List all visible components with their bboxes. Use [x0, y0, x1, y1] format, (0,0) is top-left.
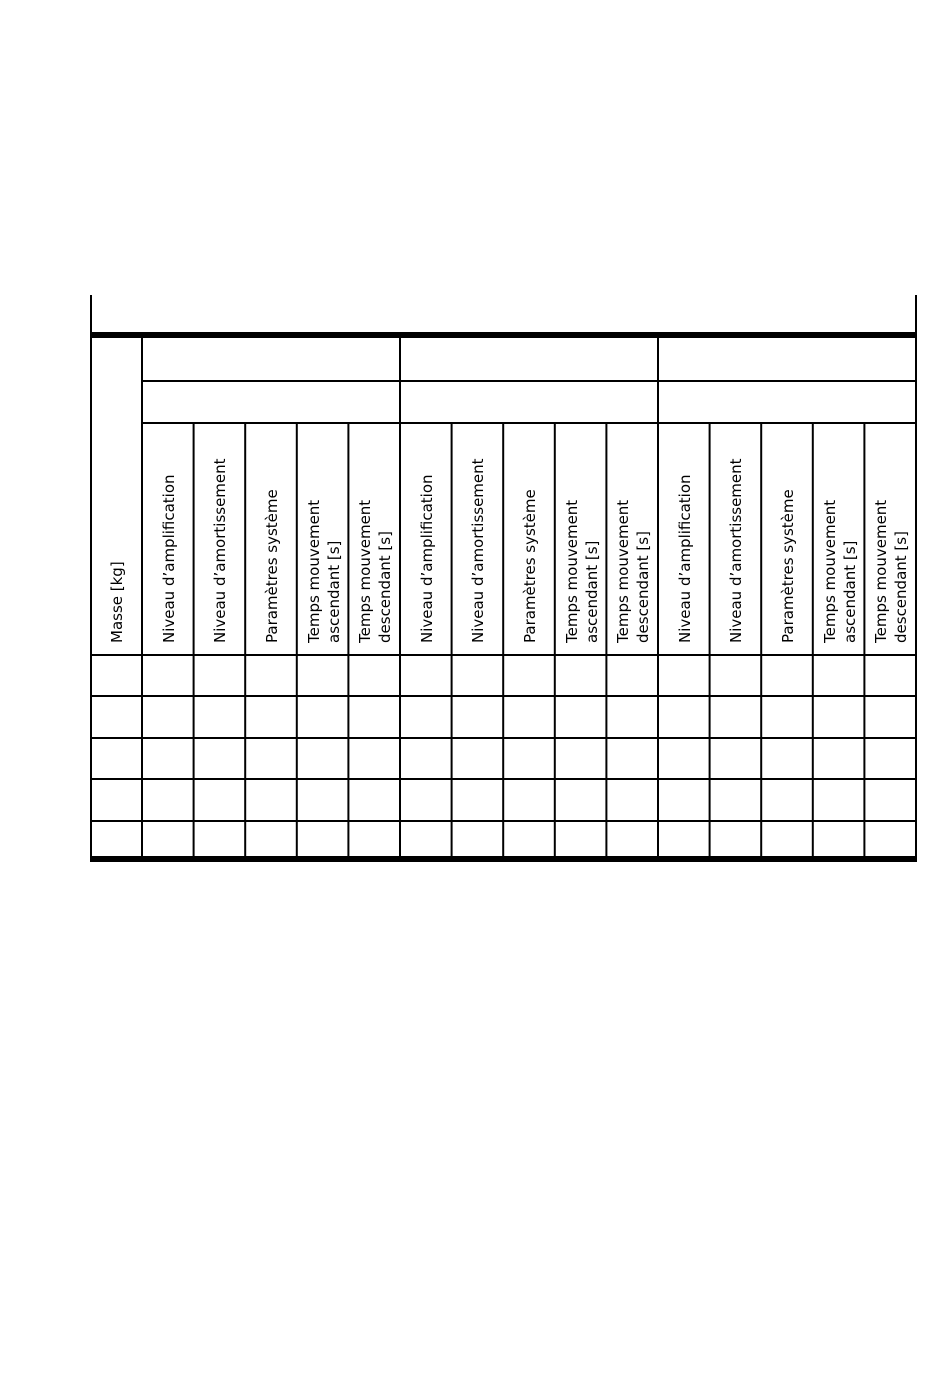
table-cell — [606, 738, 658, 779]
table-cell — [761, 779, 813, 821]
header-text-line: Paramètres système — [779, 489, 797, 643]
group-title — [142, 335, 400, 381]
table-cell — [400, 655, 452, 696]
column-header — [726, 458, 746, 643]
column-header — [675, 474, 695, 643]
table-cell — [555, 738, 607, 779]
table-cell — [813, 779, 865, 821]
table-cell — [400, 821, 452, 859]
table-cell — [348, 779, 400, 821]
header-text-line: ascendant [s] — [324, 540, 343, 643]
header-text-line: Temps mouvement — [562, 499, 581, 643]
group-title — [400, 335, 658, 381]
header-text-line: descendant [s] — [376, 531, 395, 643]
column-header — [262, 489, 282, 643]
table-cell — [297, 821, 349, 859]
table-cell — [710, 779, 762, 821]
table-cell — [555, 655, 607, 696]
table-cell — [864, 655, 916, 696]
table-cell — [297, 779, 349, 821]
column-header — [468, 458, 488, 643]
table-cell — [503, 655, 555, 696]
header-text-line: Niveau d’amortissement — [469, 458, 488, 643]
table-cell — [761, 696, 813, 738]
table-cell — [297, 696, 349, 738]
mass-cell — [90, 821, 142, 859]
table-cell — [658, 655, 710, 696]
table-cell — [864, 696, 916, 738]
table-cell — [813, 696, 865, 738]
mass-header — [107, 561, 127, 643]
table-cell — [710, 738, 762, 779]
table-cell — [194, 821, 246, 859]
column-header — [520, 489, 540, 643]
mass-cell — [90, 779, 142, 821]
table-cell — [297, 738, 349, 779]
header-text-line: ascendant [s] — [582, 540, 601, 643]
column-header — [613, 500, 653, 643]
table-cell — [761, 738, 813, 779]
mass-cell — [90, 655, 142, 696]
column-header — [820, 500, 860, 643]
table-cell — [452, 779, 504, 821]
column-header — [210, 458, 230, 643]
table-cell — [142, 696, 194, 738]
header-text-line: Masse [kg] — [108, 561, 126, 643]
table-cell — [245, 821, 297, 859]
column-header — [159, 474, 179, 643]
table-cell — [452, 655, 504, 696]
table-cell — [503, 779, 555, 821]
table-cell — [348, 696, 400, 738]
table-cell — [864, 821, 916, 859]
table-cell — [245, 738, 297, 779]
table-cell — [813, 655, 865, 696]
table-cell — [245, 696, 297, 738]
header-text-line: Niveau d’amplification — [159, 474, 178, 643]
table-cell — [194, 655, 246, 696]
table-cell — [503, 738, 555, 779]
header-text-line: Niveau d’amplification — [417, 474, 436, 643]
settings-table — [90, 295, 917, 863]
table-cell — [297, 655, 349, 696]
mass-cell — [90, 696, 142, 738]
header-text-line: Temps mouvement — [872, 499, 891, 643]
table-cell — [813, 821, 865, 859]
table-cell — [606, 821, 658, 859]
header-text-line: Temps mouvement — [614, 499, 633, 643]
table-cell — [658, 779, 710, 821]
table-cell — [658, 696, 710, 738]
column-header — [304, 500, 344, 643]
table-cell — [606, 779, 658, 821]
column-header — [355, 500, 395, 643]
table-cell — [710, 821, 762, 859]
table-cell — [555, 821, 607, 859]
header-text-line: Temps mouvement — [304, 499, 323, 643]
table-cell — [142, 779, 194, 821]
header-text-line: Paramètres système — [263, 489, 281, 643]
table-cell — [348, 821, 400, 859]
table-cell — [142, 738, 194, 779]
table-cell — [710, 655, 762, 696]
table-cell — [194, 738, 246, 779]
table-cell — [710, 696, 762, 738]
group-title — [658, 335, 916, 381]
table-cell — [813, 738, 865, 779]
column-header — [871, 500, 911, 643]
group-subtitle — [142, 381, 400, 423]
table-cell — [864, 738, 916, 779]
table-cell — [452, 821, 504, 859]
table-cell — [194, 696, 246, 738]
table-cell — [194, 779, 246, 821]
table-cell — [761, 821, 813, 859]
header-text-line: Niveau d’amortissement — [211, 458, 230, 643]
header-text-line: Temps mouvement — [356, 499, 375, 643]
table-cell — [452, 696, 504, 738]
table-cell — [245, 655, 297, 696]
table-cell — [658, 821, 710, 859]
table-cell — [400, 738, 452, 779]
table-cell — [761, 655, 813, 696]
table-cell — [864, 779, 916, 821]
header-text-line: Temps mouvement — [820, 499, 839, 643]
mass-cell — [90, 738, 142, 779]
table-cell — [503, 696, 555, 738]
table-cell — [245, 779, 297, 821]
group-subtitle — [400, 381, 658, 423]
column-header — [562, 500, 602, 643]
header-text-line: Paramètres système — [521, 489, 539, 643]
header-text-line: ascendant [s] — [840, 540, 859, 643]
column-header — [417, 474, 437, 643]
table-cell — [400, 696, 452, 738]
header-text-line: Niveau d’amplification — [675, 474, 694, 643]
table-cell — [348, 655, 400, 696]
header-text-line: Niveau d’amortissement — [727, 458, 746, 643]
table-cell — [606, 696, 658, 738]
table-cell — [658, 738, 710, 779]
header-text-line: descendant [s] — [634, 531, 653, 643]
table-cell — [503, 821, 555, 859]
table-cell — [606, 655, 658, 696]
table-cell — [400, 779, 452, 821]
header-text-line: descendant [s] — [892, 531, 911, 643]
column-header — [778, 489, 798, 643]
table-cell — [142, 821, 194, 859]
table-cell — [555, 696, 607, 738]
table-cell — [142, 655, 194, 696]
table-cell — [452, 738, 504, 779]
table-cell — [348, 738, 400, 779]
table-cell — [555, 779, 607, 821]
group-subtitle — [658, 381, 916, 423]
